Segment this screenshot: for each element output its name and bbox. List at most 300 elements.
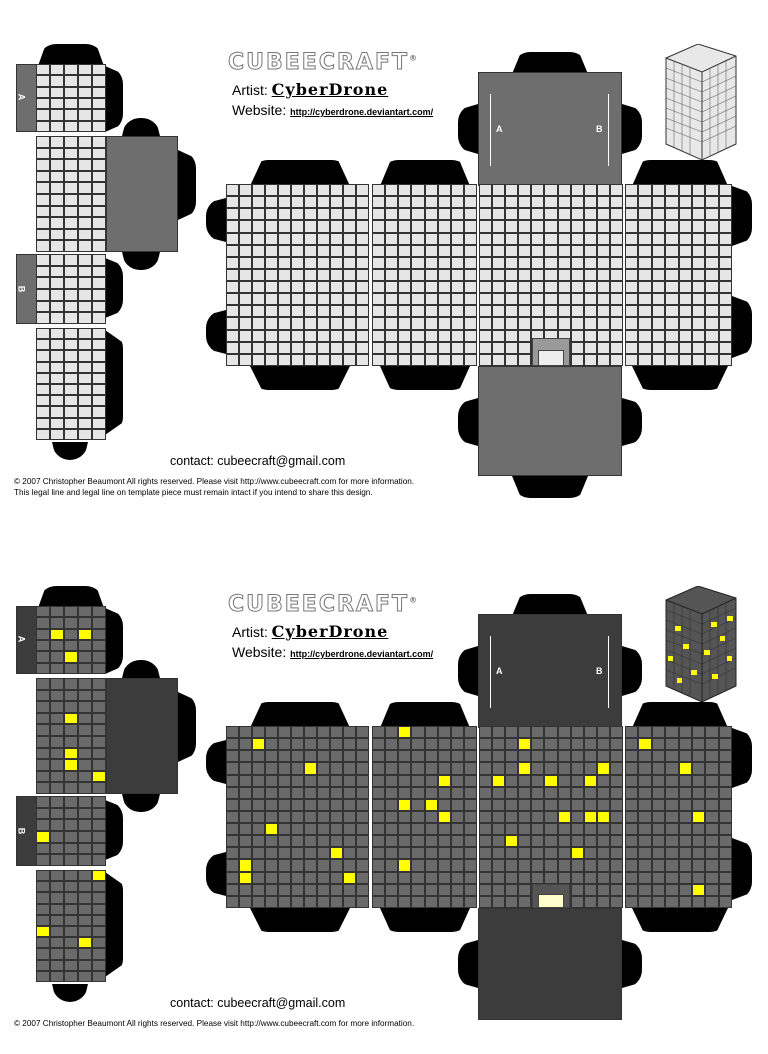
window	[425, 787, 438, 799]
window	[278, 330, 291, 342]
website-link[interactable]: http://cyberdrone.deviantart.com/	[290, 107, 434, 117]
window	[385, 750, 398, 762]
window	[92, 75, 106, 86]
window	[291, 823, 304, 835]
window	[265, 208, 278, 220]
window	[464, 750, 477, 762]
window	[50, 926, 64, 937]
window	[531, 269, 544, 281]
window	[356, 775, 369, 787]
window	[625, 726, 638, 738]
window	[492, 762, 505, 774]
window	[679, 257, 692, 269]
window	[92, 301, 106, 313]
window	[50, 277, 64, 289]
window	[692, 750, 705, 762]
window	[317, 220, 330, 232]
window	[705, 269, 718, 281]
window	[451, 305, 464, 317]
window	[64, 724, 78, 736]
window	[304, 799, 317, 811]
window	[356, 220, 369, 232]
window	[652, 281, 665, 293]
window	[317, 281, 330, 293]
window	[64, 808, 78, 820]
window	[411, 884, 424, 896]
window	[597, 305, 610, 317]
window	[398, 799, 411, 811]
window	[50, 843, 64, 855]
window	[252, 233, 265, 245]
window	[92, 362, 106, 373]
window	[638, 233, 651, 245]
window	[544, 293, 557, 305]
window	[625, 330, 638, 342]
window	[597, 342, 610, 354]
window	[92, 148, 106, 160]
window	[92, 690, 106, 702]
window	[451, 220, 464, 232]
window	[317, 726, 330, 738]
window	[50, 75, 64, 86]
window	[719, 330, 732, 342]
window	[679, 896, 692, 908]
window-grid	[36, 678, 106, 794]
window	[398, 835, 411, 847]
website-link[interactable]: http://cyberdrone.deviantart.com/	[290, 649, 434, 659]
window	[64, 121, 78, 132]
window	[531, 293, 544, 305]
window	[464, 281, 477, 293]
window	[652, 847, 665, 859]
window	[78, 831, 92, 843]
window	[692, 330, 705, 342]
window	[278, 354, 291, 366]
window	[571, 184, 584, 196]
window	[438, 233, 451, 245]
window	[226, 233, 239, 245]
window	[665, 330, 678, 342]
window	[610, 811, 623, 823]
window	[492, 220, 505, 232]
window	[479, 184, 492, 196]
window	[665, 884, 678, 896]
window	[505, 750, 518, 762]
window	[78, 429, 92, 440]
window	[36, 254, 50, 266]
window	[50, 640, 64, 651]
window	[226, 342, 239, 354]
window	[505, 233, 518, 245]
window	[679, 847, 692, 859]
window	[492, 305, 505, 317]
window	[464, 799, 477, 811]
window	[518, 184, 531, 196]
window	[558, 220, 571, 232]
window	[64, 406, 78, 417]
window	[597, 775, 610, 787]
window	[330, 884, 343, 896]
window	[679, 317, 692, 329]
window	[343, 317, 356, 329]
window	[356, 859, 369, 871]
window	[584, 208, 597, 220]
window	[544, 257, 557, 269]
window	[531, 872, 544, 884]
window	[372, 293, 385, 305]
window	[278, 726, 291, 738]
window	[625, 220, 638, 232]
window	[544, 184, 557, 196]
window	[571, 835, 584, 847]
window	[64, 289, 78, 301]
window	[226, 738, 239, 750]
window	[64, 148, 78, 160]
window	[343, 859, 356, 871]
window	[464, 245, 477, 257]
window	[265, 799, 278, 811]
window	[50, 870, 64, 881]
window	[78, 395, 92, 406]
window	[330, 208, 343, 220]
window	[610, 220, 623, 232]
glue-tab	[38, 586, 104, 608]
window	[64, 217, 78, 229]
window	[265, 775, 278, 787]
window	[438, 799, 451, 811]
window	[492, 330, 505, 342]
window	[518, 811, 531, 823]
window	[610, 762, 623, 774]
window	[239, 872, 252, 884]
window	[652, 354, 665, 366]
window	[652, 799, 665, 811]
window	[36, 759, 50, 771]
window	[692, 184, 705, 196]
window	[317, 305, 330, 317]
window	[50, 724, 64, 736]
window	[531, 317, 544, 329]
window	[36, 328, 50, 339]
window	[50, 206, 64, 218]
window	[36, 640, 50, 651]
window	[50, 159, 64, 171]
window	[531, 726, 544, 738]
window	[492, 354, 505, 366]
window	[438, 847, 451, 859]
window	[531, 799, 544, 811]
window	[50, 782, 64, 794]
window	[665, 233, 678, 245]
window-grid	[36, 64, 106, 132]
window	[411, 220, 424, 232]
window	[36, 870, 50, 881]
glue-tab	[632, 160, 728, 186]
window	[92, 892, 106, 903]
window	[652, 872, 665, 884]
window	[92, 171, 106, 183]
building-thumbnail	[660, 44, 740, 162]
window	[425, 799, 438, 811]
window	[239, 317, 252, 329]
window	[411, 835, 424, 847]
window	[597, 293, 610, 305]
window	[571, 823, 584, 835]
window	[451, 354, 464, 366]
window	[610, 726, 623, 738]
window	[92, 678, 106, 690]
window	[36, 429, 50, 440]
window	[411, 872, 424, 884]
window	[638, 196, 651, 208]
window	[571, 750, 584, 762]
window	[719, 738, 732, 750]
roof-fold-line	[490, 94, 491, 166]
window	[479, 847, 492, 859]
window	[92, 87, 106, 98]
window	[558, 750, 571, 762]
window	[78, 171, 92, 183]
window	[558, 811, 571, 823]
window	[544, 317, 557, 329]
window	[398, 354, 411, 366]
window	[652, 750, 665, 762]
window	[78, 64, 92, 75]
window	[64, 736, 78, 748]
glue-tab	[105, 330, 123, 435]
window	[50, 406, 64, 417]
window	[291, 196, 304, 208]
window	[385, 257, 398, 269]
window	[239, 859, 252, 871]
window	[652, 896, 665, 908]
window	[304, 220, 317, 232]
window	[343, 293, 356, 305]
window	[451, 775, 464, 787]
window	[226, 775, 239, 787]
window	[479, 762, 492, 774]
website-label: Website:	[232, 102, 287, 118]
window	[398, 896, 411, 908]
window	[625, 257, 638, 269]
window	[64, 240, 78, 252]
window	[36, 395, 50, 406]
window	[438, 293, 451, 305]
window	[411, 317, 424, 329]
window	[226, 823, 239, 835]
window	[544, 281, 557, 293]
window	[638, 281, 651, 293]
window	[36, 136, 50, 148]
window	[518, 775, 531, 787]
window	[265, 305, 278, 317]
window	[356, 787, 369, 799]
window	[50, 339, 64, 350]
window	[78, 148, 92, 160]
window	[78, 87, 92, 98]
window	[64, 384, 78, 395]
window	[719, 317, 732, 329]
window	[304, 787, 317, 799]
window	[571, 884, 584, 896]
window	[479, 872, 492, 884]
window	[92, 277, 106, 289]
window	[692, 269, 705, 281]
window	[50, 254, 64, 266]
window	[505, 799, 518, 811]
glue-tab	[52, 984, 88, 1002]
window	[78, 217, 92, 229]
window	[78, 277, 92, 289]
window	[597, 220, 610, 232]
entrance-door-glass	[538, 350, 564, 366]
window	[692, 859, 705, 871]
window	[610, 269, 623, 281]
window	[492, 872, 505, 884]
window	[679, 245, 692, 257]
window	[531, 847, 544, 859]
window	[92, 254, 106, 266]
window	[252, 293, 265, 305]
wall-panel	[372, 184, 477, 366]
window	[479, 317, 492, 329]
window	[265, 750, 278, 762]
window	[438, 750, 451, 762]
window	[544, 196, 557, 208]
window	[652, 330, 665, 342]
window	[36, 266, 50, 278]
window	[278, 196, 291, 208]
window	[78, 904, 92, 915]
window	[278, 233, 291, 245]
window	[584, 233, 597, 245]
window	[692, 884, 705, 896]
window	[356, 305, 369, 317]
window	[372, 245, 385, 257]
window	[278, 750, 291, 762]
window	[356, 847, 369, 859]
window	[330, 823, 343, 835]
window	[36, 350, 50, 361]
window	[304, 823, 317, 835]
window	[584, 896, 597, 908]
window	[679, 738, 692, 750]
window	[571, 738, 584, 750]
window	[92, 937, 106, 948]
window	[665, 293, 678, 305]
window	[252, 208, 265, 220]
window	[464, 762, 477, 774]
window	[226, 750, 239, 762]
window	[317, 799, 330, 811]
glue-tab	[122, 660, 160, 678]
window	[291, 738, 304, 750]
window	[36, 736, 50, 748]
window	[36, 109, 50, 120]
window	[544, 233, 557, 245]
window	[92, 194, 106, 206]
window	[719, 220, 732, 232]
window	[665, 245, 678, 257]
window	[398, 872, 411, 884]
window	[372, 233, 385, 245]
window	[252, 220, 265, 232]
window	[64, 617, 78, 628]
window	[492, 196, 505, 208]
window	[385, 859, 398, 871]
window	[78, 109, 92, 120]
window	[36, 748, 50, 760]
window	[356, 184, 369, 196]
window	[36, 724, 50, 736]
window	[356, 799, 369, 811]
window	[343, 184, 356, 196]
window	[64, 926, 78, 937]
window	[78, 948, 92, 959]
window	[78, 701, 92, 713]
cubeecraft-logo: CUBEECRAFT®	[228, 50, 419, 75]
window	[78, 808, 92, 820]
window	[505, 184, 518, 196]
window	[92, 926, 106, 937]
window	[625, 317, 638, 329]
window	[584, 811, 597, 823]
window	[50, 748, 64, 760]
window	[50, 904, 64, 915]
window	[356, 823, 369, 835]
window	[652, 762, 665, 774]
window	[317, 835, 330, 847]
window	[226, 354, 239, 366]
window	[464, 787, 477, 799]
window	[372, 208, 385, 220]
window	[330, 847, 343, 859]
window	[304, 738, 317, 750]
window	[239, 281, 252, 293]
window	[625, 245, 638, 257]
window	[451, 342, 464, 354]
window	[625, 208, 638, 220]
window	[505, 775, 518, 787]
window	[705, 257, 718, 269]
window	[92, 843, 106, 855]
window	[438, 884, 451, 896]
window	[451, 811, 464, 823]
window	[625, 787, 638, 799]
window	[92, 724, 106, 736]
window	[652, 835, 665, 847]
window	[558, 184, 571, 196]
window	[652, 738, 665, 750]
window	[505, 859, 518, 871]
window	[625, 762, 638, 774]
window	[638, 762, 651, 774]
window	[252, 726, 265, 738]
window	[278, 787, 291, 799]
window	[505, 896, 518, 908]
window	[665, 220, 678, 232]
window	[479, 750, 492, 762]
window	[464, 342, 477, 354]
window	[265, 342, 278, 354]
window	[398, 823, 411, 835]
window	[36, 229, 50, 241]
window	[479, 233, 492, 245]
window	[36, 312, 50, 324]
window	[571, 233, 584, 245]
roof-small-face	[106, 136, 178, 252]
window	[278, 799, 291, 811]
